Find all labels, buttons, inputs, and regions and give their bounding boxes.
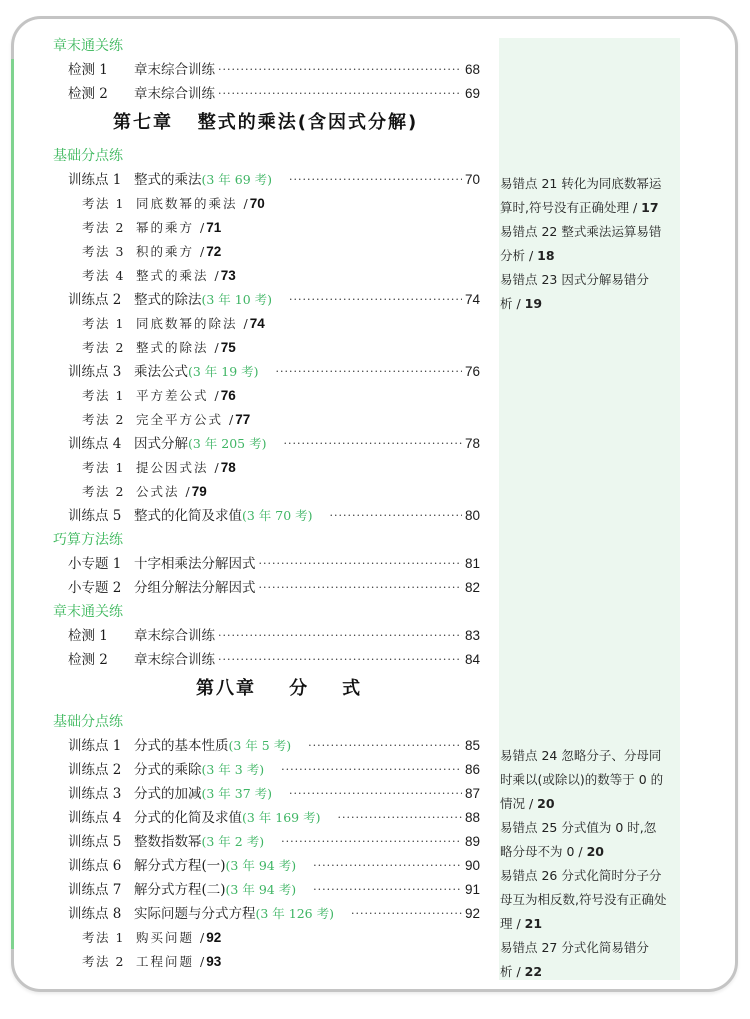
exam-count: (3 年 10 考) (201, 292, 273, 307)
page-number: 18 (537, 248, 555, 263)
toc-entry[interactable] (68, 624, 480, 648)
method-label: 考法 4 (82, 268, 125, 283)
entry-label: 训练点 2 (68, 762, 122, 778)
page-number: 20 (537, 796, 555, 811)
entry-title: 因式分解 (134, 436, 188, 452)
entry-title: 分式的乘除 (134, 762, 202, 778)
page-number: 22 (524, 964, 543, 979)
exam-method[interactable] (82, 312, 265, 336)
entry-label: 训练点 5 (68, 834, 122, 850)
error-point[interactable] (500, 172, 680, 220)
toc-entry[interactable] (68, 552, 480, 576)
section-header: 章末通关练 (53, 604, 123, 620)
page-number: 19 (524, 296, 543, 311)
dot-leader (338, 806, 462, 830)
exam-count: (3 年 70 考) (242, 508, 313, 523)
method-title: 公式法 / (136, 484, 192, 499)
method-title: 购买问题 / (136, 930, 207, 945)
dot-leader (289, 288, 462, 312)
toc-entry[interactable] (68, 432, 480, 456)
section-header: 巧算方法练 (53, 532, 123, 548)
page-number: 80 (464, 508, 480, 523)
method-label: 考法 2 (82, 220, 125, 235)
page-number: 93 (206, 954, 222, 969)
chapter-title: 第七章 整式的乘法(含因式分解) (113, 112, 419, 133)
error-point-text: 情况 / 20 (500, 796, 555, 811)
entry-title: 分式的化简及求值 (134, 810, 242, 826)
entry-label: 训练点 5 (68, 508, 122, 524)
exam-count: (3 年 3 考) (201, 762, 265, 777)
error-point-group (500, 172, 680, 316)
page-number: 72 (206, 244, 222, 259)
toc-entry[interactable] (68, 806, 480, 830)
page-number: 83 (464, 628, 480, 643)
toc-entry[interactable] (68, 758, 480, 782)
exam-count: (3 年 94 考) (225, 858, 297, 873)
chapter-title: 第八章 分 式 (196, 678, 363, 699)
error-point-text: 易错点 23 因式分解易错分 (500, 272, 649, 287)
entry-label: 训练点 1 (68, 738, 122, 754)
entry-title: 解分式方程(一) (134, 858, 226, 874)
toc-entry[interactable] (68, 168, 480, 192)
error-point-text: 易错点 21 转化为同底数幂运 (500, 176, 662, 191)
entry-label: 训练点 4 (68, 436, 122, 452)
error-point-text: 易错点 24 忽略分子、分母同 (500, 748, 662, 763)
exam-count: (3 年 69 考) (201, 172, 273, 187)
method-title: 幂的乘方 / (136, 220, 207, 235)
error-point[interactable] (500, 744, 680, 816)
toc-entry[interactable] (68, 58, 480, 82)
entry-title: 分式的加减 (134, 786, 202, 802)
exam-method[interactable] (82, 264, 236, 288)
page-number: 70 (249, 196, 265, 211)
dot-leader (289, 168, 462, 192)
entry-title: 章末综合训练 (134, 628, 215, 644)
error-point-text: 算时,符号没有正确处理 / 17 (500, 200, 659, 215)
entry-title: 分式的基本性质 (134, 738, 229, 754)
exam-method[interactable] (82, 384, 236, 408)
page-number: 91 (464, 882, 480, 897)
toc-entry[interactable] (68, 782, 480, 806)
exam-method[interactable] (82, 336, 236, 360)
entry-label: 训练点 8 (68, 906, 122, 922)
exam-method[interactable] (82, 408, 250, 432)
page-number: 79 (191, 484, 207, 499)
page-number: 21 (524, 916, 543, 931)
error-point-text: 分析 / 18 (500, 248, 555, 263)
exam-count: (3 年 126 考) (255, 906, 334, 921)
page-number: 70 (464, 172, 480, 187)
exam-count: (3 年 19 考) (188, 364, 259, 379)
page-number: 81 (464, 556, 480, 571)
error-point-group (500, 744, 680, 984)
error-point-text: 析 / 22 (500, 964, 543, 979)
exam-method[interactable] (82, 926, 221, 950)
method-label: 考法 2 (82, 954, 125, 969)
error-point[interactable] (500, 220, 680, 268)
method-label: 考法 1 (82, 460, 125, 475)
exam-count: (3 年 169 考) (242, 810, 321, 825)
entry-label: 小专题 2 (68, 580, 122, 596)
page-number: 20 (586, 844, 604, 859)
dot-leader (259, 576, 462, 600)
method-label: 考法 2 (82, 484, 125, 499)
entry-title: 实际问题与分式方程 (134, 906, 256, 922)
toc-entry[interactable] (68, 648, 480, 672)
toc-entry[interactable] (68, 576, 480, 600)
page-number: 69 (464, 86, 480, 101)
method-title: 积的乘方 / (136, 244, 207, 259)
entry-label: 训练点 3 (68, 364, 122, 380)
entry-title: 整数指数幂 (134, 834, 202, 850)
entry-label: 训练点 1 (68, 172, 122, 188)
error-point-text: 时乘以(或除以)的数等于 0 的 (500, 772, 664, 787)
page-number: 86 (464, 762, 480, 777)
entry-label: 训练点 4 (68, 810, 122, 826)
dot-leader (259, 552, 462, 576)
entry-title: 章末综合训练 (134, 62, 215, 78)
error-point-text: 母互为相反数,符号没有正确处 (500, 892, 667, 907)
page-number: 82 (464, 580, 480, 595)
exam-method[interactable] (82, 216, 221, 240)
method-label: 考法 2 (82, 412, 125, 427)
entry-label: 训练点 3 (68, 786, 122, 802)
entry-label: 训练点 2 (68, 292, 122, 308)
exam-count: (3 年 94 考) (225, 882, 297, 897)
toc-entry[interactable] (68, 360, 480, 384)
entry-title: 整式的除法 (134, 292, 202, 308)
method-title: 工程问题 / (136, 954, 207, 969)
page-number: 92 (206, 930, 222, 945)
exam-method[interactable] (82, 240, 221, 264)
method-title: 同底数幂的乘法 / (136, 196, 250, 211)
dot-leader (313, 854, 462, 878)
exam-method[interactable] (82, 456, 236, 480)
entry-title: 整式的乘法 (134, 172, 202, 188)
exam-count: (3 年 37 考) (201, 786, 273, 801)
error-point-text: 易错点 22 整式乘法运算易错 (500, 224, 662, 239)
page-number: 76 (464, 364, 480, 379)
entry-label: 小专题 1 (68, 556, 122, 572)
toc-entry[interactable] (68, 902, 480, 926)
dot-leader (218, 648, 462, 672)
error-point-text: 略分母不为 0 / 20 (500, 844, 604, 859)
page-number: 74 (464, 292, 480, 307)
page-number: 77 (235, 412, 251, 427)
method-title: 完全平方公式 / (136, 412, 236, 427)
method-title: 平方差公式 / (136, 388, 221, 403)
dot-leader (218, 624, 462, 648)
entry-title: 十字相乘法分解因式 (134, 556, 256, 572)
page-number: 88 (464, 810, 480, 825)
exam-count: (3 年 2 考) (201, 834, 265, 849)
entry-label: 训练点 6 (68, 858, 122, 874)
dot-leader (308, 734, 462, 758)
method-label: 考法 3 (82, 244, 125, 259)
section-header: 章末通关练 (53, 38, 123, 54)
dot-leader (218, 82, 462, 106)
dot-leader (313, 878, 462, 902)
dot-leader (281, 830, 462, 854)
dot-leader (351, 902, 462, 926)
error-point-text: 理 / 21 (500, 916, 543, 931)
page-number: 68 (464, 62, 480, 77)
entry-label: 检测 1 (68, 628, 108, 644)
method-title: 提公因式法 / (136, 460, 221, 475)
entry-label: 检测 2 (68, 86, 108, 102)
toc-entry[interactable] (68, 734, 480, 758)
page-number: 78 (220, 460, 236, 475)
error-point[interactable] (500, 816, 680, 864)
toc-entry[interactable] (68, 82, 480, 106)
toc-entry[interactable] (68, 504, 480, 528)
entry-label: 训练点 7 (68, 882, 122, 898)
method-title: 整式的乘法 / (136, 268, 221, 283)
section-header: 基础分点练 (53, 148, 123, 164)
page-number: 71 (206, 220, 222, 235)
error-point[interactable] (500, 268, 680, 316)
exam-count: (3 年 205 考) (188, 436, 267, 451)
entry-title: 解分式方程(二) (134, 882, 226, 898)
toc-entry[interactable] (68, 854, 480, 878)
error-point-text: 析 / 19 (500, 296, 543, 311)
error-point[interactable] (500, 864, 680, 936)
method-title: 整式的除法 / (136, 340, 221, 355)
entry-title: 乘法公式 (134, 364, 188, 380)
dot-leader (330, 504, 462, 528)
entry-title: 整式的化简及求值 (134, 508, 242, 524)
exam-method[interactable] (82, 950, 221, 974)
method-label: 考法 1 (82, 316, 125, 331)
dot-leader (281, 758, 462, 782)
exam-method[interactable] (82, 192, 265, 216)
page-number: 73 (220, 268, 236, 283)
exam-count: (3 年 5 考) (228, 738, 292, 753)
method-label: 考法 1 (82, 388, 125, 403)
dot-leader (284, 432, 462, 456)
page-number: 92 (464, 906, 480, 921)
entry-label: 检测 1 (68, 62, 108, 78)
toc-entry[interactable] (68, 878, 480, 902)
error-point[interactable] (500, 936, 680, 984)
error-point-text: 易错点 26 分式化简时分子分 (500, 868, 662, 883)
page-number: 75 (220, 340, 236, 355)
page-number: 74 (249, 316, 265, 331)
page-number: 78 (464, 436, 480, 451)
page-number: 87 (464, 786, 480, 801)
error-point-text: 易错点 27 分式化简易错分 (500, 940, 649, 955)
dot-leader (218, 58, 462, 82)
method-title: 同底数幂的除法 / (136, 316, 250, 331)
dot-leader (289, 782, 462, 806)
page-number: 85 (464, 738, 480, 753)
toc-entry[interactable] (68, 288, 480, 312)
entry-label: 检测 2 (68, 652, 108, 668)
dot-leader (276, 360, 462, 384)
page-number: 90 (464, 858, 480, 873)
page-number: 17 (641, 200, 659, 215)
page-number: 89 (464, 834, 480, 849)
method-label: 考法 1 (82, 930, 125, 945)
toc-entry[interactable] (68, 830, 480, 854)
method-label: 考法 1 (82, 196, 125, 211)
method-label: 考法 2 (82, 340, 125, 355)
entry-title: 章末综合训练 (134, 86, 215, 102)
section-header: 基础分点练 (53, 714, 123, 730)
exam-method[interactable] (82, 480, 207, 504)
page-number: 76 (220, 388, 236, 403)
entry-title: 章末综合训练 (134, 652, 215, 668)
page-number: 84 (464, 652, 480, 667)
entry-title: 分组分解法分解因式 (134, 580, 256, 596)
error-point-text: 易错点 25 分式值为 0 时,忽 (500, 820, 657, 835)
